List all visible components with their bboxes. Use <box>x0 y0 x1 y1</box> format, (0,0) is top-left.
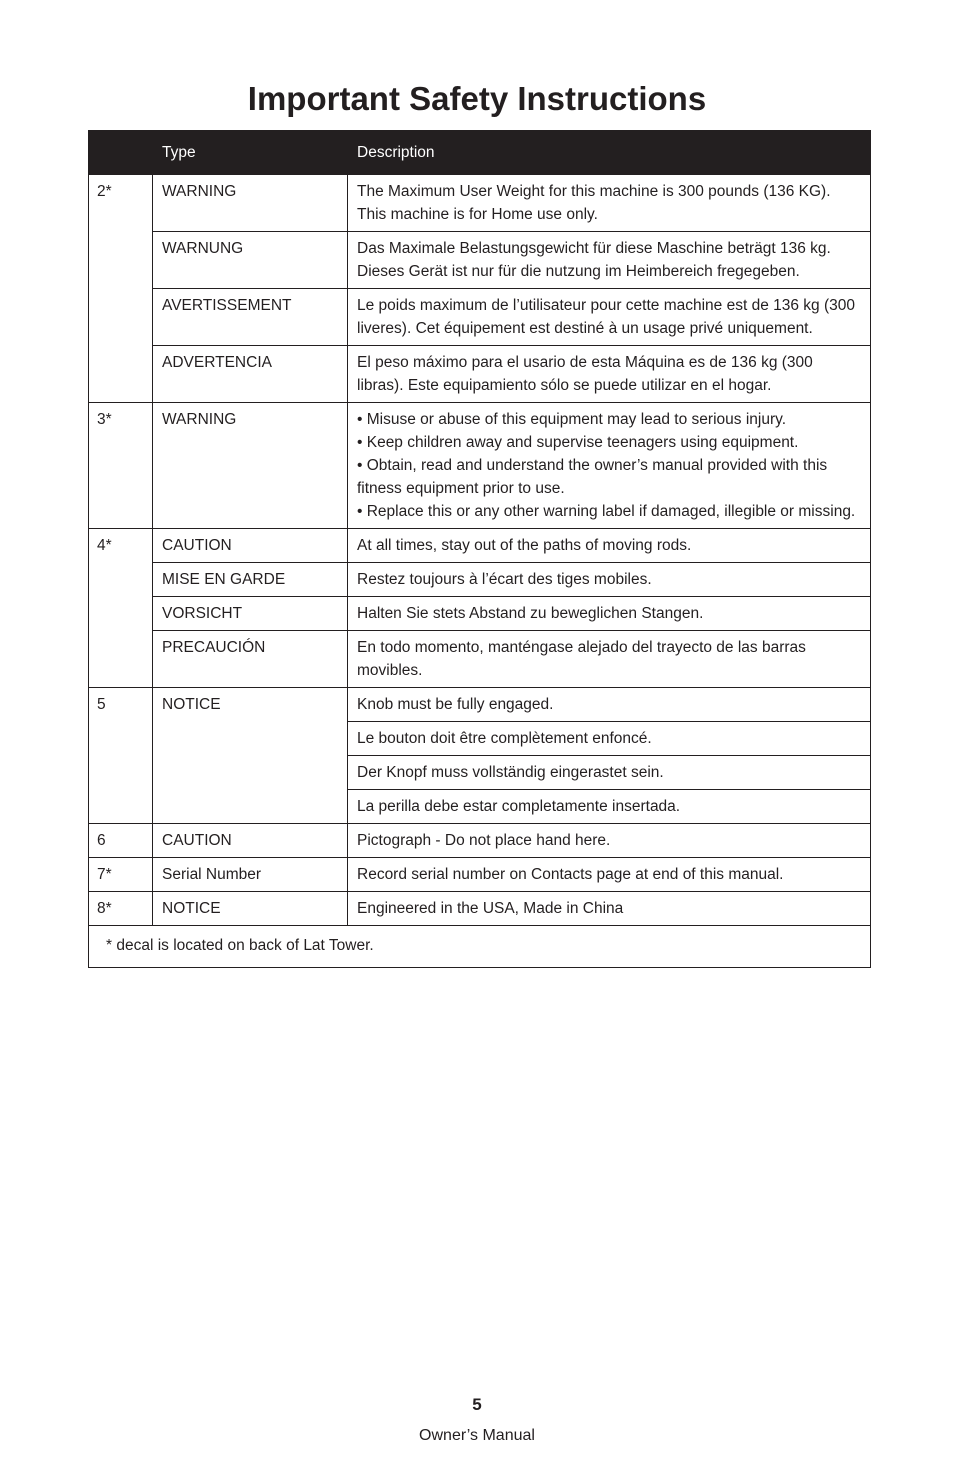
decal-description <box>348 892 871 926</box>
decal-description <box>348 403 871 529</box>
decal-type: WARNING <box>153 175 348 232</box>
decal-number: 7* <box>89 858 153 892</box>
table-row <box>89 631 871 688</box>
footer-manual-label: Owner’s Manual <box>419 1427 535 1444</box>
decal-type: NOTICE <box>153 892 348 926</box>
description-line: • Replace this or any other warning label if damaged, illegible or missing. <box>357 503 856 520</box>
decal-type: PRECAUCIÓN <box>153 631 348 688</box>
table-row <box>89 597 871 631</box>
decal-description <box>348 824 871 858</box>
description-line: Pictograph - Do not place hand here. <box>357 832 611 849</box>
table-row <box>89 346 871 403</box>
decal-description <box>348 232 871 289</box>
safety-decal-table <box>88 130 871 968</box>
decal-type: Serial Number <box>153 858 348 892</box>
table-row <box>89 403 871 529</box>
description-line: • Misuse or abuse of this equipment may lead to serious injury. <box>357 411 787 428</box>
decal-type: WARNUNG <box>153 232 348 289</box>
decal-type: ADVERTENCIA <box>153 346 348 403</box>
decal-type: CAUTION <box>153 824 348 858</box>
table-row <box>89 892 871 926</box>
decal-description <box>348 289 871 346</box>
decal-number: 8* <box>89 892 153 926</box>
footnote: * decal is located on back of Lat Tower. <box>89 926 871 968</box>
description-line: Record serial number on Contacts page at end of this manual. <box>357 866 784 883</box>
table-row <box>89 529 871 563</box>
decal-type: AVERTISSEMENT <box>153 289 348 346</box>
description-line: The Maximum User Weight for this machine is 300 pounds (136 KG). This machine is for Home use only. <box>357 183 831 223</box>
decal-description <box>348 790 871 824</box>
description-line: Restez toujours à l’écart des tiges mobiles. <box>357 571 652 588</box>
description-line: • Keep children away and supervise teenagers using equipment. <box>357 434 799 451</box>
description-line: Le bouton doit être complètement enfoncé. <box>357 730 652 747</box>
description-line: Le poids maximum de l’utilisateur pour cette machine est de 136 kg (300 liveres). Cet équipement est destiné à un usage privé uniquement. <box>357 297 855 337</box>
header-description: Description <box>348 131 871 175</box>
decal-number: 6 <box>89 824 153 858</box>
decal-type: WARNING <box>153 403 348 529</box>
page-number: 5 <box>472 1395 482 1414</box>
decal-description <box>348 756 871 790</box>
decal-description <box>348 563 871 597</box>
table-row <box>89 175 871 232</box>
decal-type: NOTICE <box>153 688 348 824</box>
decal-number: 5 <box>89 688 153 824</box>
table-row <box>89 232 871 289</box>
table-row <box>89 858 871 892</box>
decal-type: VORSICHT <box>153 597 348 631</box>
table-body <box>89 175 871 926</box>
decal-type: MISE EN GARDE <box>153 563 348 597</box>
description-line: Der Knopf muss vollständig eingerastet sein. <box>357 764 664 781</box>
footnote-row <box>89 926 871 968</box>
decal-number: 2* <box>89 175 153 403</box>
description-line: Knob must be fully engaged. <box>357 696 554 713</box>
decal-description <box>348 175 871 232</box>
description-line: La perilla debe estar completamente insertada. <box>357 798 681 815</box>
header-type: Type <box>153 131 348 175</box>
decal-description <box>348 346 871 403</box>
description-line: Halten Sie stets Abstand zu beweglichen Stangen. <box>357 605 704 622</box>
description-line: • Obtain, read and understand the owner’s manual provided with this fitness equipment prior to use. <box>357 457 828 497</box>
description-line: Das Maximale Belastungsgewicht für diese Maschine beträgt 136 kg. Dieses Gerät ist nur für die nutzung im Heimbereich fregegeben. <box>357 240 831 280</box>
description-line: El peso máximo para el usario de esta Máquina es de 136 kg (300 libras). Este equipamiento sólo se puede utilizar en el hogar. <box>357 354 813 394</box>
page-title: Important Safety Instructions <box>247 80 707 117</box>
decal-description <box>348 858 871 892</box>
decal-type: CAUTION <box>153 529 348 563</box>
decal-description <box>348 529 871 563</box>
table-row <box>89 563 871 597</box>
table-row <box>89 824 871 858</box>
description-line: En todo momento, manténgase alejado del trayecto de las barras movibles. <box>357 639 806 679</box>
decal-description <box>348 722 871 756</box>
decal-number: 4* <box>89 529 153 688</box>
decal-description <box>348 631 871 688</box>
table-row <box>89 688 871 722</box>
decal-number: 3* <box>89 403 153 529</box>
description-line: At all times, stay out of the paths of moving rods. <box>357 537 692 554</box>
table-row <box>89 289 871 346</box>
decal-description <box>348 688 871 722</box>
description-line: Engineered in the USA, Made in China <box>357 900 624 917</box>
decal-description <box>348 597 871 631</box>
header-number <box>89 131 153 175</box>
table-header-row <box>89 131 871 175</box>
